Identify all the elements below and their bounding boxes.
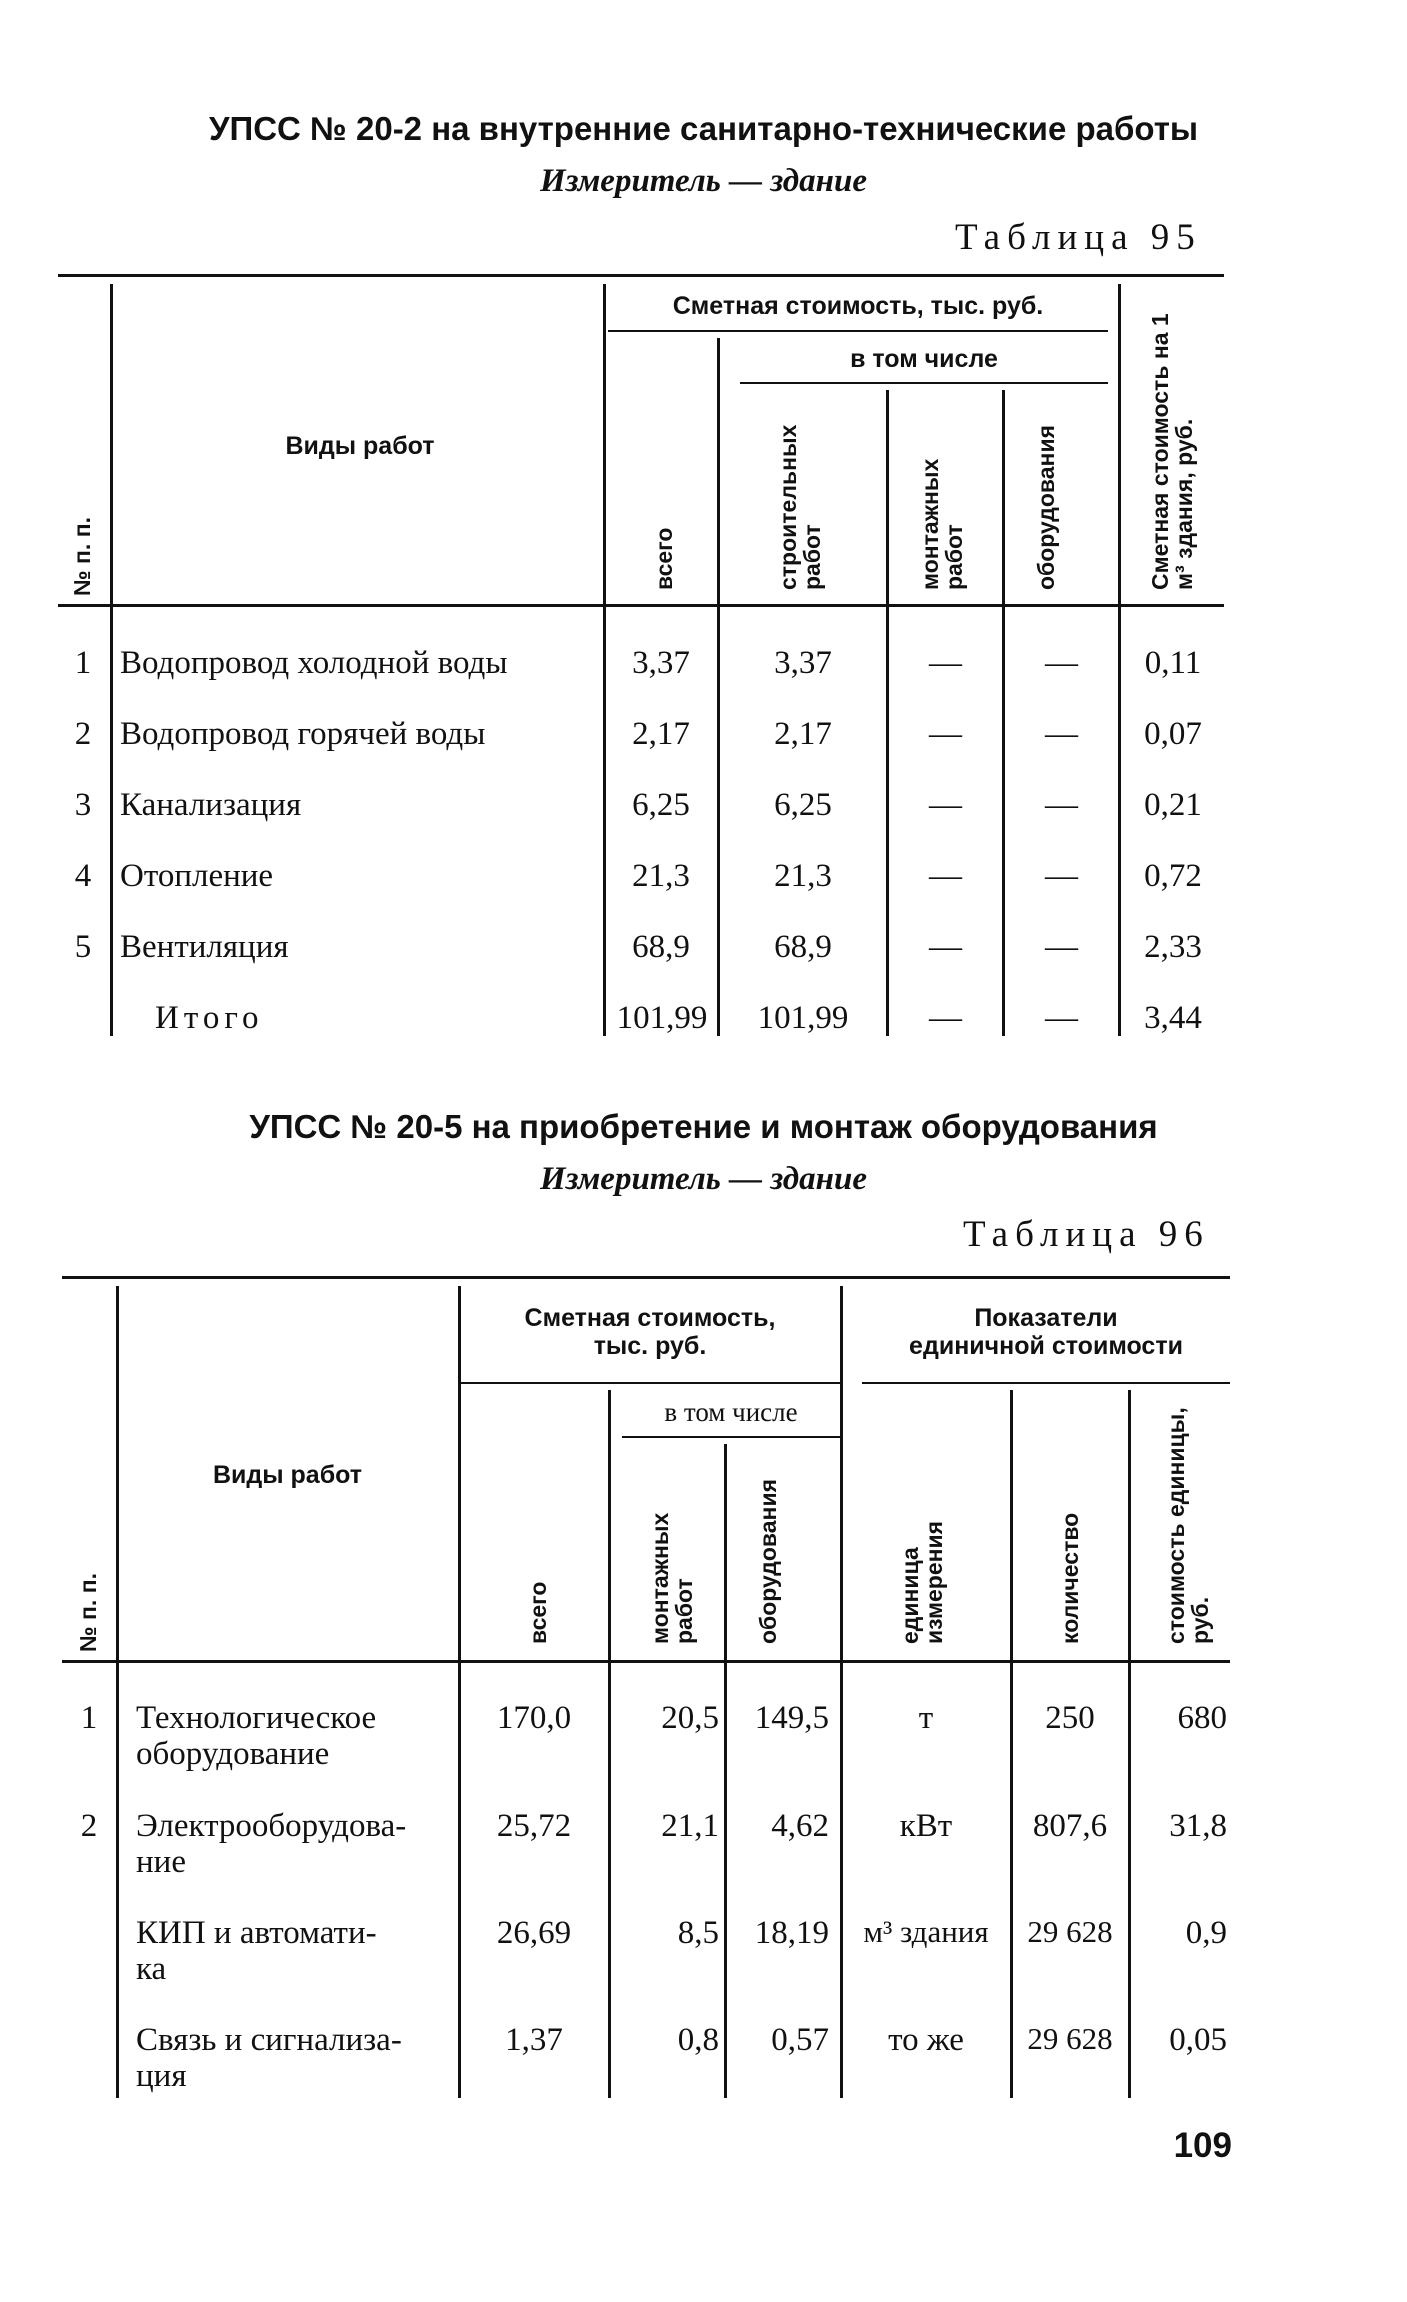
row-equipment: — [1045,929,1078,965]
row-total: 170,0 [496,1700,572,1736]
table95-header-including: в том числе [850,345,998,373]
row-unit-cost: 0,05 [1169,2022,1227,2058]
table96-header-quantity: количество [1057,1512,1083,1644]
row-total: 25,72 [496,1808,572,1844]
table96-vline-7 [1128,1390,1131,2098]
row-installation: — [929,858,962,894]
table96-header-including: в том числе [664,1397,798,1427]
table96-vline-3 [608,1390,611,2098]
row-equipment: 0,57 [771,2022,829,2058]
table96-header-num: № п. п. [75,1573,101,1652]
row-quantity: 29 628 [1027,2021,1113,2056]
table96-vline-1 [116,1286,119,2098]
row-work-line2: ка [136,1951,167,1988]
table96-title: УПСС № 20-5 на приобретение и монтаж оборудования [249,1108,1158,1145]
total-total: 101,99 [616,1000,708,1036]
table95-vline-4 [886,390,889,1036]
row-total: 1,37 [505,2022,563,2058]
table95-header-num: № п. п. [69,517,95,596]
row-installation: 0,8 [677,2022,719,2058]
table96-vline-5 [840,1286,843,2098]
row-work-line1: Технологическое [136,1700,377,1736]
table95-vline-3 [717,338,720,1036]
row-unit: м³ здания [863,1914,989,1949]
table96-cost-rule [460,1382,840,1384]
row-equipment: 4,62 [771,1808,829,1844]
row-installation: — [929,716,962,752]
table95-header-cost: Сметная стоимость, тыс. руб. [672,292,1044,320]
row-work [136,2022,402,2095]
row-per-m3: 0,11 [1144,645,1202,681]
table96-header-cost-2: тыс. руб. [593,1332,707,1360]
row-work [136,1700,376,1773]
row-equipment: — [1045,858,1078,894]
row-unit-cost: 0,9 [1185,1915,1227,1951]
table95-vline-6 [1118,284,1121,1036]
table96-header-rule [62,1660,1230,1663]
total-equipment: — [1045,1000,1078,1036]
table96-header-installation: монтажных работ [647,1512,698,1644]
table95-header-installation: монтажных работ [917,458,968,590]
row-work-line2: ние [136,1844,186,1881]
table95-header-rule [58,604,1224,607]
table96-header-unit-cost: стоимость единицы, руб. [1163,1407,1214,1644]
total-label: Итого [155,1000,264,1036]
table96-vline-4 [724,1444,727,2098]
table95-header-per-m3: Сметная стоимость на 1 м³ здания, руб. [1147,313,1198,590]
row-per-m3: 2,33 [1144,929,1202,965]
row-construction: 6,25 [774,787,832,823]
row-work-line2: ция [136,2058,187,2095]
row-total: 3,37 [632,645,690,681]
table96-header-ind-1: Показатели [974,1304,1118,1332]
table95-header-construction: строительных работ [775,424,826,590]
row-work: Водопровод холодной воды [120,645,508,681]
table95-title: УПСС № 20-2 на внутренние санитарно-технические работы [208,110,1199,147]
table95-vline-2 [603,284,606,1036]
row-equipment: 18,19 [754,1915,829,1951]
total-installation: — [929,1000,962,1036]
row-per-m3: 0,21 [1144,787,1202,823]
row-unit-cost: 680 [1177,1700,1227,1736]
row-num: 3 [74,787,92,823]
row-work-line1: Электрооборудова- [136,1808,407,1844]
row-work-line1: Связь и сигнализа- [136,2022,402,2058]
table95-header-work: Виды работ [285,432,435,460]
row-installation: — [929,645,962,681]
table95-header-equipment: оборудования [1033,425,1059,590]
page-number: 109 [1173,2126,1232,2165]
table96-ind-rule [862,1382,1230,1384]
table96-vline-6 [1010,1390,1013,2098]
table95-cost-rule [608,330,1108,332]
table96-top-rule [62,1276,1230,1279]
table96-header-cost-1: Сметная стоимость, [524,1304,776,1332]
table96-header-unit: единица измерения [897,1520,948,1644]
row-unit: то же [888,2022,964,2058]
row-num: 4 [74,858,92,894]
table95-measure: Измеритель — здание [539,163,868,199]
row-per-m3: 0,07 [1144,716,1202,752]
row-work: Вентиляция [120,929,289,965]
row-total: 21,3 [632,858,690,894]
total-per-m3: 3,44 [1144,1000,1202,1036]
row-unit: т [918,1700,934,1736]
row-construction: 2,17 [774,716,832,752]
row-construction: 68,9 [774,929,832,965]
table96-header-work: Виды работ [212,1461,363,1489]
row-total: 26,69 [496,1915,572,1951]
table96-vline-2 [458,1286,461,2098]
table95-top-rule [58,274,1224,277]
table96-header-total: всего [525,1581,551,1644]
row-installation: — [929,787,962,823]
row-equipment: — [1045,787,1078,823]
row-work-line1: КИП и автомати- [136,1915,377,1951]
row-installation: — [929,929,962,965]
row-equipment: 149,5 [754,1700,829,1736]
row-quantity: 807,6 [1032,1808,1108,1844]
row-num: 1 [80,1700,98,1736]
table96-header-ind-2: единичной стоимости [909,1332,1183,1360]
table95-including-rule [740,382,1108,384]
row-quantity: 29 628 [1027,1914,1113,1949]
row-installation: 8,5 [677,1915,719,1951]
row-num: 5 [74,929,92,965]
row-unit-cost: 31,8 [1169,1808,1227,1844]
row-work: Водопровод горячей воды [120,716,486,752]
total-construction: 101,99 [757,1000,849,1036]
row-equipment: — [1045,716,1078,752]
row-installation: 21,1 [661,1808,719,1844]
row-per-m3: 0,72 [1144,858,1202,894]
row-work: Канализация [120,787,302,823]
row-equipment: — [1045,645,1078,681]
table95-label: Таблица 95 [955,217,1202,258]
row-work [136,1808,406,1881]
row-unit: кВт [899,1808,953,1844]
table96-measure: Измеритель — здание [539,1161,868,1197]
row-total: 2,17 [632,716,690,752]
row-num: 2 [74,716,92,752]
row-num: 2 [80,1808,98,1844]
row-work: Отопление [120,858,274,894]
row-total: 6,25 [632,787,690,823]
row-num: 1 [74,645,92,681]
row-construction: 3,37 [774,645,832,681]
row-work [136,1915,377,1988]
table95-header-total: всего [651,527,677,590]
row-construction: 21,3 [774,858,832,894]
table96-header-equipment: оборудования [755,1479,781,1644]
table95-vline-1 [110,284,113,1036]
row-total: 68,9 [632,929,690,965]
table96-label: Таблица 96 [963,1214,1210,1255]
row-quantity: 250 [1045,1700,1095,1736]
row-work-line2: оборудование [136,1736,330,1773]
table96-including-rule [622,1436,840,1438]
row-installation: 20,5 [661,1700,719,1736]
table95-vline-5 [1002,390,1005,1036]
